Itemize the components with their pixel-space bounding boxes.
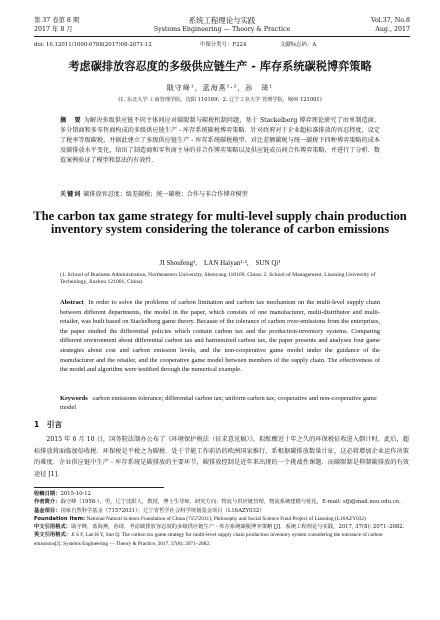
doi: doi: 10.12011/1000-6788(2017)08-2071-12: [34, 42, 152, 48]
footnote-rule: [34, 487, 164, 488]
title-english: The carbon tax game strategy for multi-level supply chain production inventory system considering the tolerance of carbon emissions: [33, 209, 407, 236]
header-rule: [34, 36, 410, 37]
footnote-fund: 基金项目：国家自然科学基金（71572031）；辽宁省哲学社会科学规划基金项目（L16AZY032）: [34, 507, 265, 514]
abstract-chinese: [60, 116, 380, 166]
affiliations-chinese: (1. 东北大学 工商管理学院，沈阳 110169；2. 辽宁工业大学 管理学院，锦州 121001): [118, 97, 322, 103]
footnote-citation-cn: 中文引用格式：戢守峰，蓝海燕，孙琦．考虑碳排放容忍度的多级供应链生产 - 库存系统碳税博弈策略 [J]．系统工程理论与实践，2017, 37(8): 2071–2082.: [34, 524, 405, 531]
abstract-chinese-text: 为解决多级供应链不同主体间应对碳限制与碳税机制问题，基于 Stackelberg 博弈理论研究了由单制造商、多分销商和多零售商构成的多级供应链生产 - 库存系统碳税博弈策略．针对政府对于企业超标准排放的容忍程度，设定了税率等级碳税，并据此建立了多级供应链生产 - 库存系统碳税模型．对比差额碳税与统一碳税下四种博弈策略的成本及碳排放水平变化，给出了制造商和零售商主导的非合作博弈策略以及供应链成员间合作博弈策略，并进行了分析．数值案例验证了模型和算法的有效性．: [60, 117, 381, 164]
keywords-chinese-text: 碳排放容忍度；级差碳税；统一碳税；合作与非合作博弈模型: [83, 191, 248, 198]
abstract-chinese-label: 摘 要: [60, 117, 82, 124]
document-code: 文献标志码：A: [280, 42, 317, 48]
authors-english: JI Shoufeng¹, LAN Haiyan¹·², SUN Qi¹: [159, 259, 281, 267]
section-heading-introduction: 1 引言: [34, 420, 63, 429]
footnote-author-bio: 作者简介：戢守峰（1958-），男，辽宁沈阳人，教授，博士生导师，研究方向：物流与供应链管理，物流系统建模与优化，E-mail: sfji@mail.neu.edu.cn．: [34, 499, 405, 506]
footnote-foundation-en: Foundation item: National Natural Science Foundation of China (71572031); Philosophy and Social Science Fund Project of Liaoning (L16AZY032): [34, 515, 366, 522]
volume-issue-en: Vol.37, No.8: [371, 17, 410, 24]
issue-date-cn: 2017 年 8 月: [34, 26, 73, 33]
keywords-english-text: carbon emissions tolerance; differential carbon tax; uniform carbon tax; cooperative and non-cooperative game model: [60, 395, 377, 412]
footnotes: [34, 490, 409, 548]
keywords-english: [60, 394, 380, 413]
footnote-received: 收稿日期：2015-10-12: [34, 491, 92, 497]
abstract-english: [60, 298, 380, 375]
footnote-citation-en: 英文引用格式：Ji S F, Lan H Y, Sun Q. The carbon tax game strategy for multi-level supply chain production inventory system considering the tolerance of carbon emissions[J]. Systems Engineering — Theory & Practice, 2017, 37(8): 2071–2082.: [34, 532, 383, 547]
introduction-paragraph: 2015 年 6 月 10 日，国务院法制办公布了《环境保护税法（征求意见稿）》，拟酝酿近十年之久的环保税征收进入倒计时，此后，超标排放将面临加倍收税．环保税是平税之为碳税．处于节能工作前沿的欧洲国家推行，系根据碳排放数量计征，这必将增加企业运作决策的难度．企业供应链中生产 - 库存系统是碳排放的主要环节，碳排放控制是近年来出现的一个挑战性课题．而碳限制是抑制碳排放的有效途径 [1]．: [34, 436, 409, 478]
volume-issue-cn: 第 37 卷第 8 期: [34, 17, 80, 24]
keywords-english-label: Keywords: [60, 395, 88, 402]
issue-date-en: Aug., 2017: [375, 26, 410, 33]
affiliations-english: (1. School of Business Administration, Northeastern University, Shenyang 110169, China; 2. School of Management, Liaoning University of Technology, Jinzhou 121001, China): [60, 272, 376, 286]
clc-number: 中图分类号：F224: [200, 42, 247, 48]
keywords-chinese: [60, 190, 380, 199]
journal-name-cn: 系统工程理论与实践: [188, 16, 256, 25]
title-chinese: 考虑碳排放容忍度的多级供应链生产 - 库存系统碳税博弈策略: [68, 60, 372, 73]
abstract-english-label: Abstract: [60, 299, 84, 306]
journal-name-en: Systems Engineering — Theory & Practice: [153, 26, 291, 33]
abstract-english-text: In order to solve the problems of carbon limitation and carbon tax mechanism on the multi-level supply chain between different departments, the model in the paper, which consists of one manufacturer, multi-distributor and multi-retailer, was built based on Stackelberg game theory. Because of the tolerance of carbon over-emissions from the enterprises, the paper studied the differential policies which contain carbon tax and the production-inventory systems. Comparing different environment about differential carbon tax and harmonized carbon tax, the paper presents and analyses four game strategies about cost and carbon emission levels, and the non-cooperative game model under the guidance of the manufacturer and the retailer, and the cooperative game model between members of the supply chain. The effectiveness of the model and algorithm were testified through the numerical example.: [60, 299, 380, 374]
keywords-chinese-label: 关键词: [60, 191, 82, 198]
authors-chinese: 戢守峰¹，蓝海燕¹·²，孙 琦¹: [166, 84, 274, 92]
